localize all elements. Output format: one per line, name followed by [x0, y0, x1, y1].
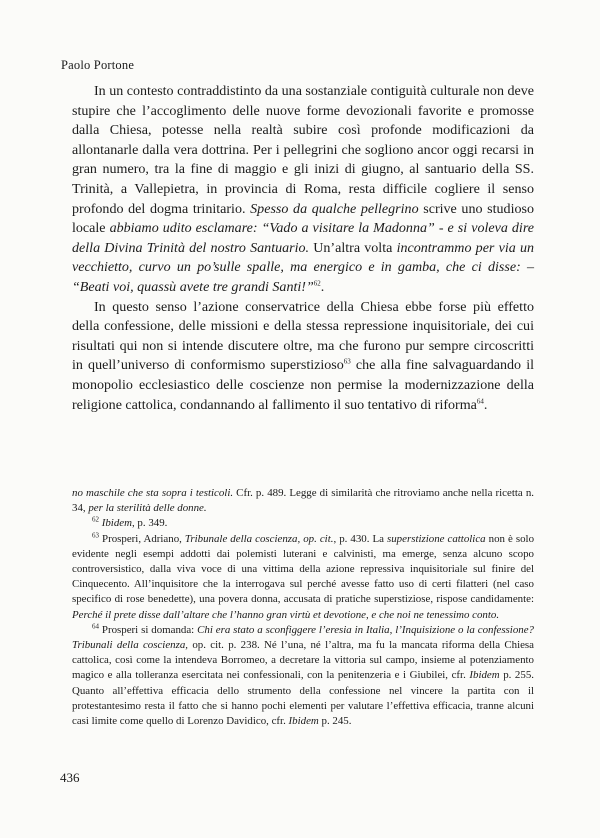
paragraph-1 — [72, 82, 534, 298]
italic-run: Ibidem — [288, 715, 319, 728]
italic-run: Ibidem — [101, 517, 132, 530]
italic-quote: Perché il prete disse dall’altare che l’hanno gran virtù et devotione, e che noi ne tenessimo conto. — [72, 608, 500, 621]
text-run: In un contesto contraddistinto da una sostanziale contiguità culturale non deve stupire che l’accoglimento delle nuove forme devozionali favorite e promosse dalla Chiesa, potesse nella realtà subire così profonde modificazioni da allontanarle dalla vera dottrina. Per i pellegrini che sogliono ancor oggi recarsi in gran numero, tra la fine di maggio e gli inizi di giugno, al santuario della SS. Trinità, a Vallepietra, in provincia di Roma, resta difficile cogliere il senso profondo del dogma trinitario. — [72, 83, 535, 217]
text-run: . — [320, 278, 325, 295]
italic-run: Ibidem — [469, 669, 500, 682]
italic-run: superstizione cattolica — [387, 532, 486, 545]
italic-run: no maschile che sta sopra i testicoli. — [72, 487, 234, 499]
text-run: Prosperi si domanda: — [99, 623, 198, 636]
italic-quote: incontrammo per via un vecchietto, curvo un po’sulle spalle, ma energico e in gamba, che ci disse: – “Beati voi, quassù avete tre grandi Santi!” — [72, 239, 535, 295]
text-run: Prosperi, Adriano, — [99, 532, 185, 545]
footnote-ref: 62 — [313, 279, 321, 288]
text-run: op. cit. p. 238. Né l’una, né l’altra, ma fu la mancata riforma della Chiesa cattolica, così come la intendeva Borromeo, a decretare la vittoria sul campo, insieme al potenziamento magico e alla tolleranza esercitata nei confessionali, con la penitenzeria e i Giubilei, cfr. — [72, 639, 534, 682]
footnote-number: 63 — [92, 530, 99, 539]
text-run: scrive uno studioso locale — [72, 200, 534, 237]
main-text — [72, 82, 534, 415]
text-run: Cfr. p. 489. Legge di similarità che ritroviamo anche nella ricetta n. 34, — [72, 487, 534, 515]
footnotes — [72, 486, 534, 729]
text-run: , p. 430. La — [333, 532, 387, 545]
running-header: Paolo Portone — [61, 58, 135, 72]
italic-run: Chi era stato a sconfiggere l’eresia in Italia, l’Inquisizione o la confessione? Tribunali della coscienza, — [72, 623, 534, 652]
footnote-number: 64 — [92, 622, 99, 631]
italic-quote: abbiamo udito esclamare: “Vado a visitare la Madonna” - e si voleva dire della Divina Trinità del nostro Santuario. — [72, 220, 534, 256]
footnote-continuation — [72, 486, 534, 516]
text-run: In questo senso l’azione conservatrice della Chiesa ebbe forse più effetto della confessione, delle missioni e della stessa repressione inquisitoriale, dei cui risultati qui non si intende discutere oltre, ma che furono pur sempre circoscritti in quell’universo di conformismo superstizioso — [72, 298, 534, 374]
footnote-ref: 63 — [343, 357, 351, 366]
text-run: . — [483, 396, 488, 413]
footnote-number: 62 — [92, 515, 99, 524]
italic-run: per la sterilità delle donne. — [88, 502, 207, 515]
text-run: Un’altra volta — [309, 239, 397, 256]
text-run: p. 245. — [318, 715, 352, 728]
paragraph-2 — [72, 298, 534, 416]
text-run: , p. 349. — [131, 517, 168, 530]
footnote-62 — [72, 516, 534, 531]
text-run: non è solo evidente negli esempi addotti dai polemisti luterani e calvinisti, ma emerge, senza alcuno scopo controversistico, dalla viva voce di una vittima della azione repressiva inquisitoriale sul finire del Cinquecento. All’inquisitore che la interrogava sul perché avesse fatto uso di certi filatteri (nel caso specifico di rose benedette), una povera donna, accusata di pratiche superstiziose, rispose candidamente: — [72, 532, 535, 606]
italic-run: Tribunale della coscienza, op. cit. — [184, 532, 334, 545]
footnote-63 — [72, 532, 534, 623]
footnote-ref: 64 — [476, 396, 484, 405]
text-run: p. 255. Quanto all’effettiva efficacia dello strumento della confessione nel vincere la partita con il protestantesimo resta il fatto che si hanno pochi elementi per valutare l’effettiva efficacia, tranne alcuni casi limite come quello di Lorenzo Davidico, cfr. — [72, 669, 534, 728]
italic-run: Spesso da qualche pellegrino — [250, 200, 419, 217]
page-number: 436 — [60, 770, 80, 785]
footnote-64 — [72, 623, 534, 729]
text-run: che alla fine salvaguardando il monopolio ecclesiastico delle coscienze non permise la modernizzazione della religione cattolica, condannando al fallimento il suo tentativo di riforma — [72, 357, 534, 413]
